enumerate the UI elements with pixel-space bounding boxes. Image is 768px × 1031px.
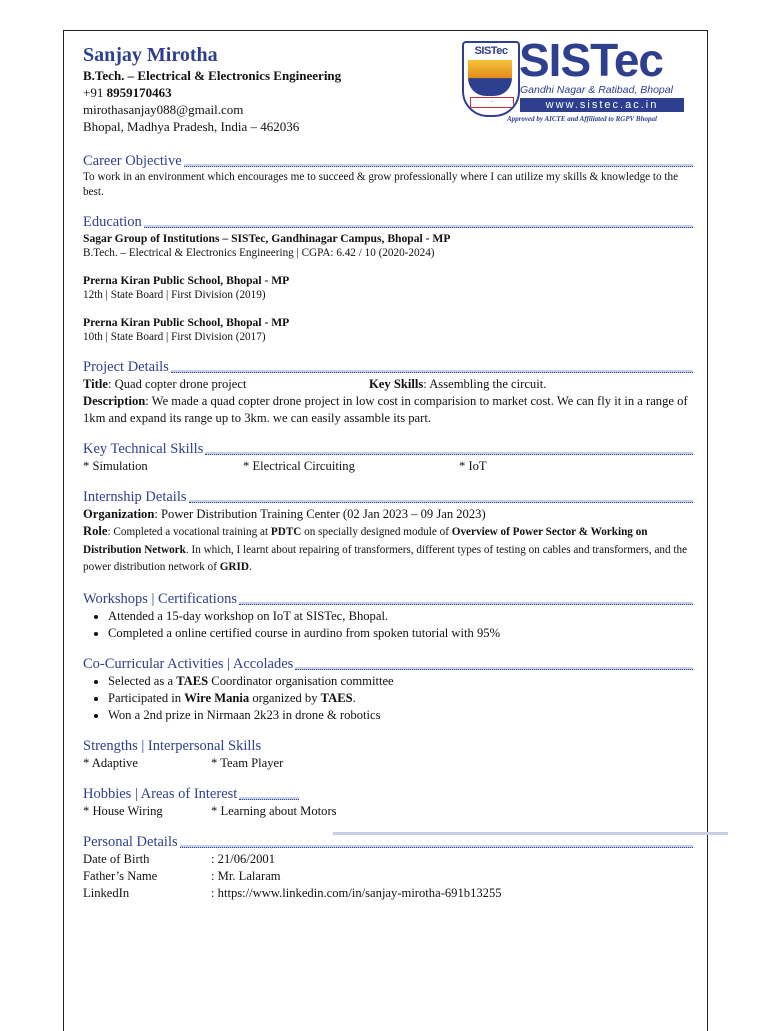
project-title-label: Title [83,377,108,391]
emblem-ribbon: ~ [470,97,514,108]
section-heading [83,153,693,170]
project-skills-value: : Assembling the circuit. [423,377,547,391]
education-section [83,214,693,345]
logo-tagline: Gandhi Nagar & Ratibad, Bhopal [520,84,673,96]
role-bold: Overview of Power Sector & Working on Distribution Network [83,526,648,556]
section-heading [83,656,693,673]
personal-value: : 21/06/2001 [211,851,276,866]
section-title: Strengths | Interpersonal Skills [83,737,262,754]
education-institution: Prerna Kiran Public School, Bhopal - MP [83,316,290,329]
personal-label: Father’s Name [83,868,158,883]
education-detail: 12th | State Board | First Division (2019) [83,289,266,301]
personal-row [83,885,693,902]
workshops-list [83,608,693,642]
project-title-value: : Quad copter drone project [107,377,247,391]
section-title: Education [83,214,142,230]
career-text: To work in an environment which encourages me to succeed & grow professionally where I can utilize my skills & knowledge to the best. [83,171,679,198]
section-heading [83,489,693,506]
skill-item: * Simulation [83,459,148,473]
hobby-item: * House Wiring [83,803,163,818]
section-rule [180,845,693,848]
role-text: on specially designed module of [301,526,452,538]
internship-org [83,506,693,523]
personal-row [83,851,693,868]
personal-value: : Mr. Lalaram [211,868,281,883]
degree: B.Tech. – Electrical & Electronics Engineering [83,68,342,83]
phone-line [83,84,693,101]
skills-row [83,458,693,475]
strengths-section [83,738,693,772]
internship-section [83,489,693,577]
role-bold: GRID [219,561,249,573]
technical-skills-section [83,441,693,475]
section-heading [83,359,693,376]
logo-website: www.sistec.ac.in [520,98,684,112]
career-objective-section [83,153,693,200]
project-title-line [83,376,693,393]
hobby-item: * Learning about Motors [211,803,337,818]
section-heading [83,591,693,608]
role-bold: PDTC [270,526,302,538]
education-detail: B.Tech. – Electrical & Electronics Engineering | CGPA: 6.42 / 10 (2020-2024) [83,247,435,259]
section-title: Internship Details [83,489,187,505]
org-label: Organization [83,507,155,521]
section-title: Hobbies | Areas of Interest [83,785,238,802]
section-rule [144,225,693,228]
list-item: • Won a 2nd prize in Nirmaan 2k23 in drone & robotics [108,707,693,724]
list-item: • Participated in Wire Mania organized by TAES. [108,690,693,707]
badge-text: SISTec [474,45,508,57]
section-title: Key Technical Skills [83,441,204,457]
logo-approval: Approved by AICTE and Affiliated to RGPV Bhopal [507,115,657,123]
role-text: . In which, I learnt about repairing of transformers, different types of testing on cables and transformers, and the power distribution network of [83,543,688,573]
hobbies-row [83,803,693,820]
section-title: Co-Curricular Activities | Accolades [83,655,294,672]
skill-item: * Electrical Circuiting [243,459,355,473]
hobbies-section [83,786,693,820]
cocurricular-section [83,656,693,724]
candidate-name: Sanjay Mirotha [83,44,218,66]
project-skills-label: Key Skills [369,377,424,391]
personal-details-section [83,834,693,902]
section-heading [83,441,693,458]
personal-label: LinkedIn [83,885,130,900]
project-desc-label: Description [83,394,146,408]
section-rule [295,667,693,670]
activities-list [83,673,693,724]
email: mirothasanjay088@gmail.com [83,102,244,117]
phone-number: 8959170463 [106,85,172,100]
section-rule [239,797,299,800]
project-section [83,359,693,427]
address: Bhopal, Madhya Pradesh, India – 462036 [83,119,300,134]
section-heading [83,214,693,231]
project-description [83,393,693,427]
contact-header [83,43,693,135]
role-text: : Completed a vocational training at [107,526,271,538]
project-desc-value: : We made a quad copter drone project in low cost in comparision to market cost. We can fly it in a range of 1km and expand its range up to 3km. we can easily assamble its part. [83,394,688,425]
role-text: . [248,561,252,573]
strength-item: * Team Player [211,755,284,770]
resume-page [63,30,708,1031]
strengths-row [83,755,693,772]
section-rule [205,452,693,455]
section-rule [239,602,693,605]
strength-item: * Adaptive [83,755,138,770]
education-detail: 10th | State Board | First Division (2017) [83,331,266,343]
linkedin-url[interactable]: : https://www.linkedin.com/in/sanjay-mirotha-691b13255 [211,885,502,900]
section-rule [189,500,694,503]
skill-item: * IoT [459,459,487,473]
section-heading [83,834,693,851]
decorative-rule [333,832,728,835]
education-institution: Sagar Group of Institutions – SISTec, Gandhinagar Campus, Bhopal - MP [83,232,451,245]
section-rule [184,164,693,167]
phone-prefix: +91 [83,85,107,100]
role-label: Role [83,524,108,538]
section-title: Project Details [83,359,169,375]
resume-content [83,43,693,902]
workshops-section [83,591,693,642]
personal-label: Date of Birth [83,851,150,866]
list-item: • Completed a online certified course in aurdino from spoken tutorial with 95% [108,625,693,642]
list-item: • Attended a 15-day workshop on IoT at SISTec, Bhopal. [108,608,693,625]
section-rule [171,370,693,373]
section-heading [83,738,693,755]
internship-role [83,523,693,577]
section-title: Career Objective [83,153,182,169]
list-item: • Selected as a TAES Coordinator organisation committee [108,673,693,690]
section-title: Workshops | Certifications [83,590,237,607]
education-institution: Prerna Kiran Public School, Bhopal - MP [83,274,290,287]
org-value: : Power Distribution Training Center (02 Jan 2023 – 09 Jan 2023) [154,507,486,521]
logo-wordmark: SISTec [519,34,663,86]
section-heading [83,786,693,803]
section-title: Personal Details [83,833,178,850]
personal-row [83,868,693,885]
